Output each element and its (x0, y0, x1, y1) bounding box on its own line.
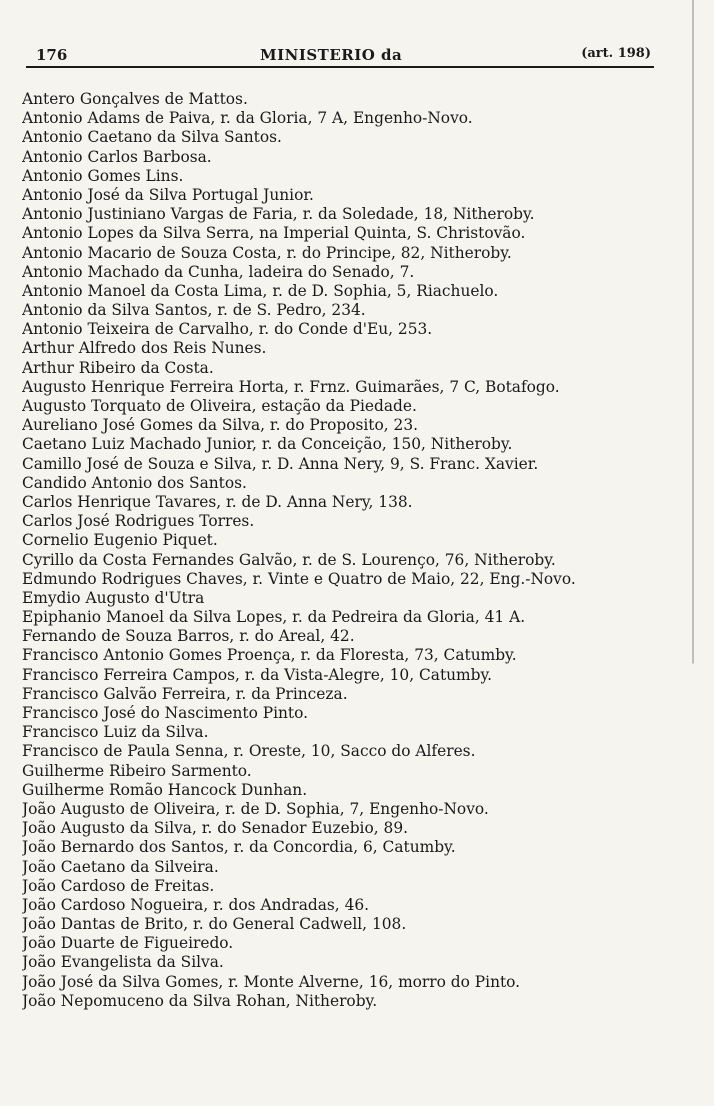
list-item: João Augusto de Oliveira, r. de D. Sophia, 7, Engenho-Novo. (22, 799, 489, 818)
list-item: Guilherme Romão Hancock Dunhan. (22, 780, 308, 799)
list-item: João Duarte de Figueiredo. (22, 934, 234, 953)
list-item: Francisco Ferreira Campos, r. da Vista-Alegre, 10, Catumby. (22, 665, 493, 684)
list-item: João José da Silva Gomes, r. Monte Alverne, 16, morro do Pinto. (22, 972, 521, 991)
list-item: Carlos José Rodrigues Torres. (22, 512, 255, 531)
article-reference: (art. 198) (581, 46, 651, 61)
page-header (36, 44, 651, 66)
list-item: Emydio Augusto d'Utra (22, 588, 205, 607)
list-item: Antonio Manoel da Costa Lima, r. de D. Sophia, 5, Riachuelo. (22, 281, 499, 300)
list-item: Caetano Luiz Machado Junior, r. da Conceição, 150, Nitheroby. (22, 435, 513, 454)
list-item: Francisco de Paula Senna, r. Oreste, 10, Sacco do Alferes. (22, 742, 476, 761)
list-item: Augusto Henrique Ferreira Horta, r. Frnz. Guimarães, 7 C, Botafogo. (22, 377, 560, 396)
page-number: 176 (36, 46, 68, 64)
list-item: Antonio José da Silva Portugal Junior. (22, 185, 314, 204)
list-item: Francisco Luiz da Silva. (22, 723, 209, 742)
list-item: Epiphanio Manoel da Silva Lopes, r. da Pedreira da Gloria, 41 A. (22, 608, 526, 627)
list-item: João Cardoso de Freitas. (22, 876, 215, 895)
list-item: Francisco José do Nascimento Pinto. (22, 704, 308, 722)
margin-line (692, 0, 694, 1106)
list-item: Francisco Antonio Gomes Proença, r. da Floresta, 73, Catumby. (22, 646, 517, 665)
list-item: João Bernardo dos Santos, r. da Concordia, 6, Catumby. (22, 838, 456, 857)
list-item: Edmundo Rodrigues Chaves, r. Vinte e Quatro de Maio, 22, Eng.-Novo. (22, 569, 576, 588)
list-item: Antonio Carlos Barbosa. (22, 147, 212, 166)
list-item: Candido Antonio dos Santos. (22, 473, 247, 492)
list-item: Arthur Ribeiro da Costa. (22, 358, 214, 377)
list-item: Antonio da Silva Santos, r. de S. Pedro, 234. (22, 301, 366, 320)
list-item: Antonio Macario de Souza Costa, r. do Principe, 82, Nitheroby. (22, 243, 512, 262)
list-item: Antonio Lopes da Silva Serra, na Imperial Quinta, S. Christovão. (22, 224, 526, 243)
running-title: MINISTERIO da (260, 46, 403, 64)
list-item: Antonio Caetano da Silva Santos. (22, 128, 282, 147)
list-item: Francisco Galvão Ferreira, r. da Princeza. (22, 684, 348, 703)
header-rule (26, 66, 654, 68)
list-item: Arthur Alfredo dos Reis Nunes. (22, 339, 267, 358)
list-item: Cornelio Eugenio Piquet. (22, 531, 218, 550)
name-list (22, 90, 672, 1011)
list-item: João Nepomuceno da Silva Rohan, Nitheroby. (22, 991, 378, 1010)
list-item: Antonio Adams de Paiva, r. da Gloria, 7 A, Engenho-Novo. (22, 109, 473, 128)
list-item: Augusto Torquato de Oliveira, estação da Piedade. (22, 397, 417, 415)
list-item: Antonio Justiniano Vargas de Faria, r. da Soledade, 18, Nitheroby. (22, 205, 535, 224)
list-item: João Caetano da Silveira. (22, 857, 219, 876)
list-item: Antonio Teixeira de Carvalho, r. do Conde d'Eu, 253. (22, 320, 433, 339)
list-item: Antonio Gomes Lins. (22, 166, 184, 185)
list-item: João Dantas de Brito, r. do General Cadwell, 108. (22, 915, 407, 934)
list-item: Camillo José de Souza e Silva, r. D. Anna Nery, 9, S. Franc. Xavier. (22, 454, 539, 473)
list-item: João Cardoso Nogueira, r. dos Andradas, 46. (22, 895, 370, 914)
list-item: Aureliano José Gomes da Silva, r. do Proposito, 23. (22, 416, 419, 435)
list-item: João Evangelista da Silva. (22, 953, 224, 972)
list-item: Cyrillo da Costa Fernandes Galvão, r. de S. Lourenço, 76, Nitheroby. (22, 550, 556, 569)
list-item: João Augusto da Silva, r. do Senador Euzebio, 89. (22, 819, 408, 838)
list-item: Antonio Machado da Cunha, ladeira do Senado, 7. (22, 262, 415, 281)
list-item: Antero Gonçalves de Mattos. (22, 90, 248, 108)
list-item: Guilherme Ribeiro Sarmento. (22, 761, 252, 780)
list-item: Carlos Henrique Tavares, r. de D. Anna Nery, 138. (22, 492, 413, 511)
list-item: Fernando de Souza Barros, r. do Areal, 42. (22, 627, 355, 646)
